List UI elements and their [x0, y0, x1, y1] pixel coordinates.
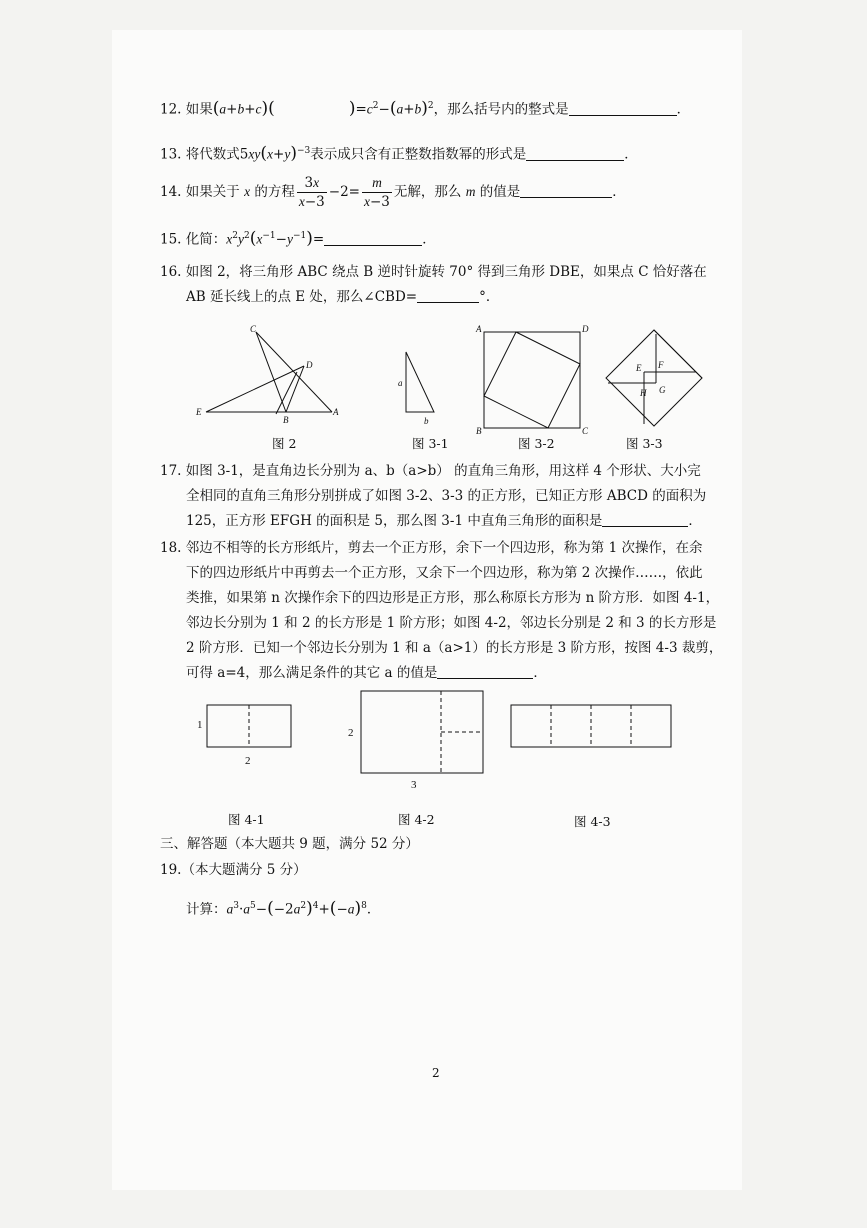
figure-3-2 — [476, 324, 589, 436]
svg-text:F: F — [658, 360, 664, 370]
question-18-line2: 下的四边形纸片中再剪去一个正方形，又余下一个四边形，称为第 2 次操作……，依此 — [186, 565, 703, 581]
question-13: 13. 将代数式$5xy(x+y)^{-3}$表示成只含有正整数指数幂的形式是 ． — [160, 143, 638, 164]
svg-text:E: E — [636, 363, 642, 373]
question-18-line1: 18. 邻边不相等的长方形纸片，剪去一个正方形，余下一个四边形，称为第 1 次操作，在余 — [160, 540, 703, 556]
answer-blank-15[interactable] — [324, 231, 422, 246]
svg-text:G: G — [659, 385, 666, 395]
svg-text:E: E — [196, 407, 202, 417]
page-number: 2 — [432, 1066, 440, 1080]
svg-text:2: 2 — [245, 755, 251, 767]
figure-2 — [196, 324, 341, 425]
question-12: 12. 如果(a+b+c)( )$=c^2-(a+b)^2$，那么括号内的整式是 ． — [160, 98, 691, 119]
figure-3-1 — [396, 350, 456, 426]
svg-text:A: A — [476, 324, 482, 334]
svg-text:b: b — [424, 416, 429, 426]
question-18-line6: 可得 a=4，那么满足条件的其它 a 的值是 ． — [186, 665, 547, 681]
figure-3-3 — [600, 328, 708, 428]
question-15: 15. 化简：$x^2y^2(x^{-1}-y^{-1})=$ ． — [160, 228, 436, 249]
question-16-line2: AB 延长线上的点 E 处，那么∠CBD= °． — [186, 289, 500, 305]
caption-fig4-3: 图 4-3 — [574, 814, 611, 829]
svg-text:3: 3 — [411, 779, 417, 791]
caption-fig4-2: 图 4-2 — [398, 812, 435, 827]
figure-4-3 — [508, 702, 674, 752]
answer-blank-16[interactable] — [417, 288, 479, 303]
answer-blank-17[interactable] — [602, 512, 688, 527]
svg-text:C: C — [582, 426, 589, 436]
question-18-line5: 2 阶方形．已知一个邻边长分别为 1 和 a（a>1）的长方形是 3 阶方形，按图 4-3 裁剪， — [186, 640, 723, 656]
svg-text:D: D — [306, 360, 313, 370]
figure-4-1 — [196, 700, 296, 770]
caption-fig3-3: 图 3-3 — [626, 436, 663, 451]
question-14: 14. 如果关于 x 的方程 $\frac{3x}{x-3}$ −2= $\frac{m}{x-3}$ 无解，那么 m 的值是 ． — [160, 175, 626, 210]
caption-fig2: 图 2 — [272, 436, 297, 451]
answer-blank-13[interactable] — [526, 146, 624, 161]
question-19: 计算：$a^3\cdot a^5-(-2a^2)^4+(-a)^8$． — [186, 898, 381, 919]
caption-fig3-1: 图 3-1 — [412, 436, 449, 451]
svg-text:a: a — [398, 378, 403, 388]
answer-blank-18[interactable] — [437, 664, 533, 679]
question-18-line4: 邻边长分别为 1 和 2 的长方形是 1 阶方形；如图 4-2，邻边长分别是 2 和 3 的长方形是 — [186, 615, 717, 631]
svg-text:1: 1 — [197, 719, 203, 731]
question-17-line2: 全相同的直角三角形分别拼成了如图 3-2、3-3 的正方形，已知正方形 ABCD 的面积为 — [186, 488, 707, 504]
question-17-line1: 17. 如图 3-1，是直角边长分别为 a、b（a>b） 的直角三角形，用这样 4 个形状、大小完 — [160, 463, 701, 479]
svg-text:B: B — [476, 426, 482, 436]
svg-text:A: A — [333, 407, 339, 417]
figure-4-2 — [344, 688, 486, 792]
svg-text:C: C — [250, 324, 257, 334]
svg-text:H: H — [640, 388, 647, 398]
question-16-line1: 16. 如图 2，将三角形 ABC 绕点 B 逆时针旋转 70° 得到三角形 DBE，如果点 C 恰好落在 — [160, 264, 707, 280]
caption-fig3-2: 图 3-2 — [518, 436, 555, 451]
svg-text:2: 2 — [348, 727, 354, 739]
question-18-line3: 类推，如果第 n 次操作余下的四边形是正方形，那么称原长方形为 n 阶方形．如图 4-1， — [186, 590, 720, 606]
question-17-line3: 125，正方形 EFGH 的面积是 5，那么图 3-1 中直角三角形的面积是 ． — [186, 513, 702, 529]
answer-blank-12[interactable] — [569, 101, 677, 116]
caption-fig4-1: 图 4-1 — [228, 812, 265, 827]
question-19-heading: 19.（本大题满分 5 分） — [160, 862, 307, 878]
svg-text:D: D — [582, 324, 589, 334]
svg-text:B: B — [283, 415, 289, 425]
answer-blank-14[interactable] — [520, 183, 612, 198]
section-3-heading: 三、解答题（本大题共 9 题，满分 52 分） — [160, 836, 419, 852]
